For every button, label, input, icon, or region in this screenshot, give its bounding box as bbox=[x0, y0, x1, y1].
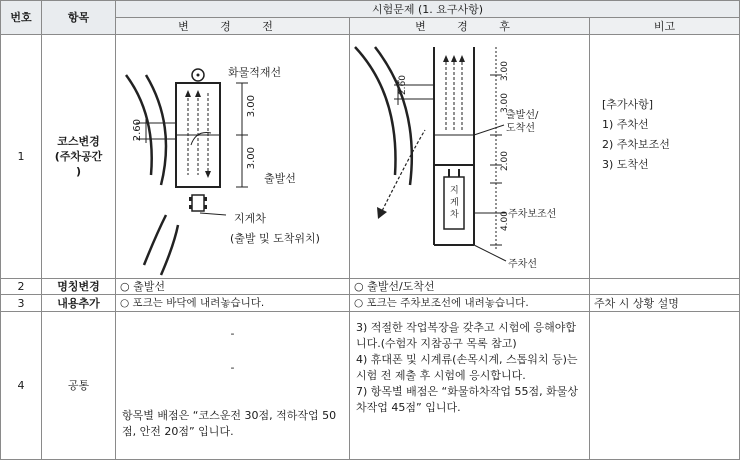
row3-before: ○ 포크는 바닥에 내려놓습니다. bbox=[116, 295, 350, 312]
row1-note: [추가사항] 1) 주차선 2) 주차보조선 3) 도착선 bbox=[590, 35, 740, 279]
label-after-dim1: 3.00 bbox=[500, 93, 510, 114]
row3-item: 내용추가 bbox=[42, 295, 116, 312]
header-before bbox=[116, 18, 350, 35]
label-after-dim-top: 3.00 bbox=[500, 61, 510, 82]
row4-before bbox=[116, 312, 350, 460]
label-forklift-after: 지 게 차 bbox=[450, 186, 459, 220]
row4-before-dash1: - bbox=[230, 327, 235, 340]
label-cargo-line: 화물적재선 bbox=[228, 66, 282, 79]
row4-before-dash2: - bbox=[230, 361, 235, 374]
row2-before: ○ 출발선 bbox=[116, 279, 350, 295]
header-before-text: 변 경 전 bbox=[178, 19, 287, 33]
label-after-dim3: 4.00 bbox=[500, 211, 510, 232]
row2-note bbox=[590, 279, 740, 295]
row1-item: 코스변경 (주차공간 ) bbox=[42, 35, 116, 279]
header-after-text: 변 경 후 bbox=[415, 19, 524, 33]
row2-after: ○ 출발선/도착선 bbox=[350, 279, 590, 295]
row1-before-diagram-cell bbox=[116, 35, 350, 279]
label-start-line: 출발선 bbox=[264, 172, 296, 185]
header-no: 번호 bbox=[0, 0, 42, 35]
row3-after: ○ 포크는 주차보조선에 내려놓습니다. bbox=[350, 295, 590, 312]
label-after-width: 2.60 bbox=[398, 75, 408, 96]
row1-after-diagram-cell bbox=[350, 35, 590, 279]
label-start-arrive-line: 출발선/ 도착선 bbox=[506, 110, 539, 134]
row3-no: 3 bbox=[0, 295, 42, 312]
label-width: 2.60 bbox=[132, 119, 143, 142]
row4-after: 3) 적절한 작업복장을 갖추고 시험에 응해야합니다.(수험자 지참공구 목록 참고) 4) 휴대폰 및 시계류(손목시계, 스톱워치 등)는 시험 전 제출 후 시험에 응시합니다. 7) 항목별 배점은 “화물하차작업 55점, 화물상차작업 45점” 입니다. bbox=[350, 312, 590, 460]
label-after-dim2: 2.00 bbox=[500, 151, 510, 172]
label-dim2: 3.00 bbox=[246, 147, 257, 170]
row4-before-text: 항목별 배점은 “코스운전 30점, 적하작업 50점, 안전 20점” 입니다. bbox=[122, 409, 337, 438]
header-after bbox=[350, 18, 590, 35]
label-dim1: 3.00 bbox=[246, 95, 257, 118]
row4-item: 공통 bbox=[42, 312, 116, 460]
row4-no: 4 bbox=[0, 312, 42, 460]
label-park-line: 주차선 bbox=[508, 259, 537, 270]
header-item: 항목 bbox=[42, 0, 116, 35]
row1-no: 1 bbox=[0, 35, 42, 279]
header-exam-title: 시험문제 (1. 요구사항) bbox=[116, 0, 740, 18]
row2-no: 2 bbox=[0, 279, 42, 295]
label-forklift-note: (출발 및 도착위치) bbox=[230, 232, 320, 245]
row3-note: 주차 시 상황 설명 bbox=[590, 295, 740, 312]
row4-note bbox=[590, 312, 740, 460]
label-sub-line: 주차보조선 bbox=[508, 209, 557, 220]
label-forklift: 지게차 bbox=[234, 212, 266, 225]
course-after-diagram bbox=[350, 35, 589, 278]
row2-item: 명칭변경 bbox=[42, 279, 116, 295]
header-note: 비고 bbox=[590, 18, 740, 35]
